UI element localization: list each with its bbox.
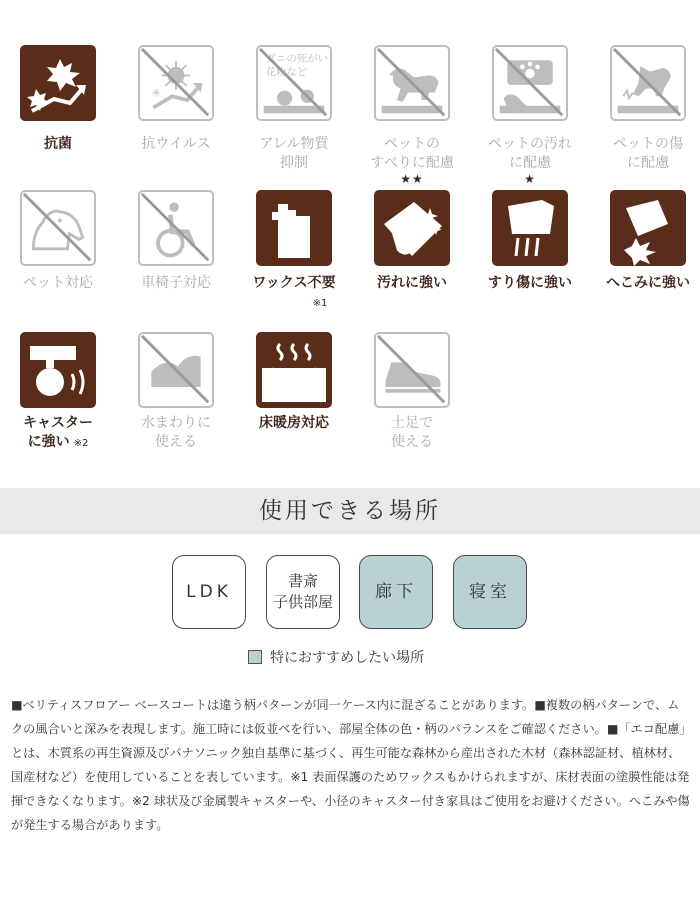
feature-label-line: に配慮 (627, 155, 669, 171)
feature-label-line: 抗菌 (44, 136, 72, 152)
feature-label-antibacterial (3, 135, 113, 154)
rating-stars: ★ (524, 172, 536, 186)
feature-label-caster (3, 414, 113, 453)
feature-label-pet (3, 274, 113, 293)
feature-label-wheelchair (121, 274, 231, 293)
scratch-icon (492, 190, 568, 266)
shoe-icon (374, 332, 450, 408)
feature-label-pet-scratch (593, 135, 700, 173)
feature-label-line: キャスター (23, 415, 93, 431)
feature-label-line: 抗ウイルス (141, 136, 211, 152)
feature-label-line: 車椅子対応 (141, 275, 211, 291)
description: ■ベリティスフロアー ベースコートは違う柄パターンが同一ケース内に混ざることがあります。■複数の柄パターンで、ムクの風合いと深みを表現します。施工時には仮並べを行い、部屋全体の色・柄のバランスをご確認ください。■「エコ配慮」とは、木質系の再生資源及びパナソニック独自基準に基づく、再生可能な森林から産出された木材（森林認証材、植林材、国産材など）を使用していることを表しています。※1 表面保護のためワックスもかけられますが、床材表面の塗膜性能は発揮できなくなります。※2 球状及び金属製キャスターや、小径のキャスター付き家具はご使用をお避けください。へこみや傷が発生する場合があります。 (11, 698, 690, 832)
feature-label-line: ペットの傷 (613, 136, 683, 152)
feature-label-line: すり傷に強い (488, 275, 572, 291)
feature-label-allergen (239, 135, 349, 173)
pet-paw-icon (492, 45, 568, 121)
allergen-icon (256, 45, 332, 121)
place-0 (172, 555, 246, 629)
feature-label-line: 抑制 (280, 155, 308, 171)
feature-label-water (121, 414, 231, 452)
dent-icon (610, 190, 686, 266)
feature-label-line: 汚れに強い (377, 275, 447, 291)
wax-free-icon (256, 190, 332, 266)
svg-text:WAX: WAX (280, 224, 308, 238)
svg-text:不要: 不要 (280, 240, 308, 255)
svg-text:✳: ✳ (151, 85, 161, 100)
feature-label-pet-slip (357, 135, 467, 173)
feature-label-stain (357, 274, 467, 293)
rating-stars: ★★ (400, 172, 424, 186)
dog-icon (20, 190, 96, 266)
svg-text:花粉など: 花粉など (265, 66, 308, 79)
feature-label-line: アレル物質 (259, 136, 329, 152)
place-3 (453, 555, 527, 629)
feature-label-scratch (475, 274, 585, 293)
footnote-mark: ※2 (73, 438, 89, 449)
feature-label-line: に配慮 (509, 155, 551, 171)
feature-label-line: 床暖房対応 (259, 415, 329, 431)
feature-label-line: ペットの (384, 136, 440, 152)
feature-label-antivirus (121, 135, 231, 154)
caster-icon (20, 332, 96, 408)
feature-label-pet-stain (475, 135, 585, 173)
feature-label-line: ワックス不要 (252, 275, 336, 291)
legend-swatch (248, 650, 262, 664)
virus-icon (138, 45, 214, 121)
feature-label-line: ペット対応 (23, 275, 93, 291)
legend (248, 648, 424, 668)
feature-label-line: 水まわりに (141, 415, 211, 431)
feature-label-floor-heating (239, 414, 349, 433)
feature-label-no-wax (239, 274, 349, 313)
feature-label-shoes (357, 414, 467, 452)
place-label: 廊下 (375, 581, 417, 602)
footnote-mark: ※1 (312, 298, 328, 309)
place-label: LDK (186, 581, 232, 602)
place-label: 寝室 (469, 581, 511, 602)
wheelchair-icon (138, 190, 214, 266)
place-label: 書斎 子供部屋 (272, 572, 333, 611)
place-2 (359, 555, 433, 629)
place-1 (266, 555, 340, 629)
feature-label-line: 使える (391, 434, 433, 450)
antibacterial-icon (20, 45, 96, 121)
legend-label: 特におすすめしたい場所 (270, 650, 425, 666)
pet-scratch-icon (610, 45, 686, 121)
pet-slip-icon (374, 45, 450, 121)
feature-label-line: すべりに配慮 (370, 155, 454, 171)
feature-label-line: 土足で (391, 415, 433, 431)
floor-heating-icon (256, 332, 332, 408)
wipe-icon (374, 190, 450, 266)
feature-label-line: へこみに強い (606, 275, 690, 291)
places-heading: 使用できる場所 (0, 488, 700, 534)
svg-text:ダニの死がい: ダニの死がい (265, 53, 329, 66)
feature-label-line: ペットの汚れ (488, 136, 572, 152)
feature-label-line: 使える (155, 434, 197, 450)
feature-label-line: に強い (27, 434, 70, 450)
feature-label-dent (593, 274, 700, 293)
water-icon (138, 332, 214, 408)
